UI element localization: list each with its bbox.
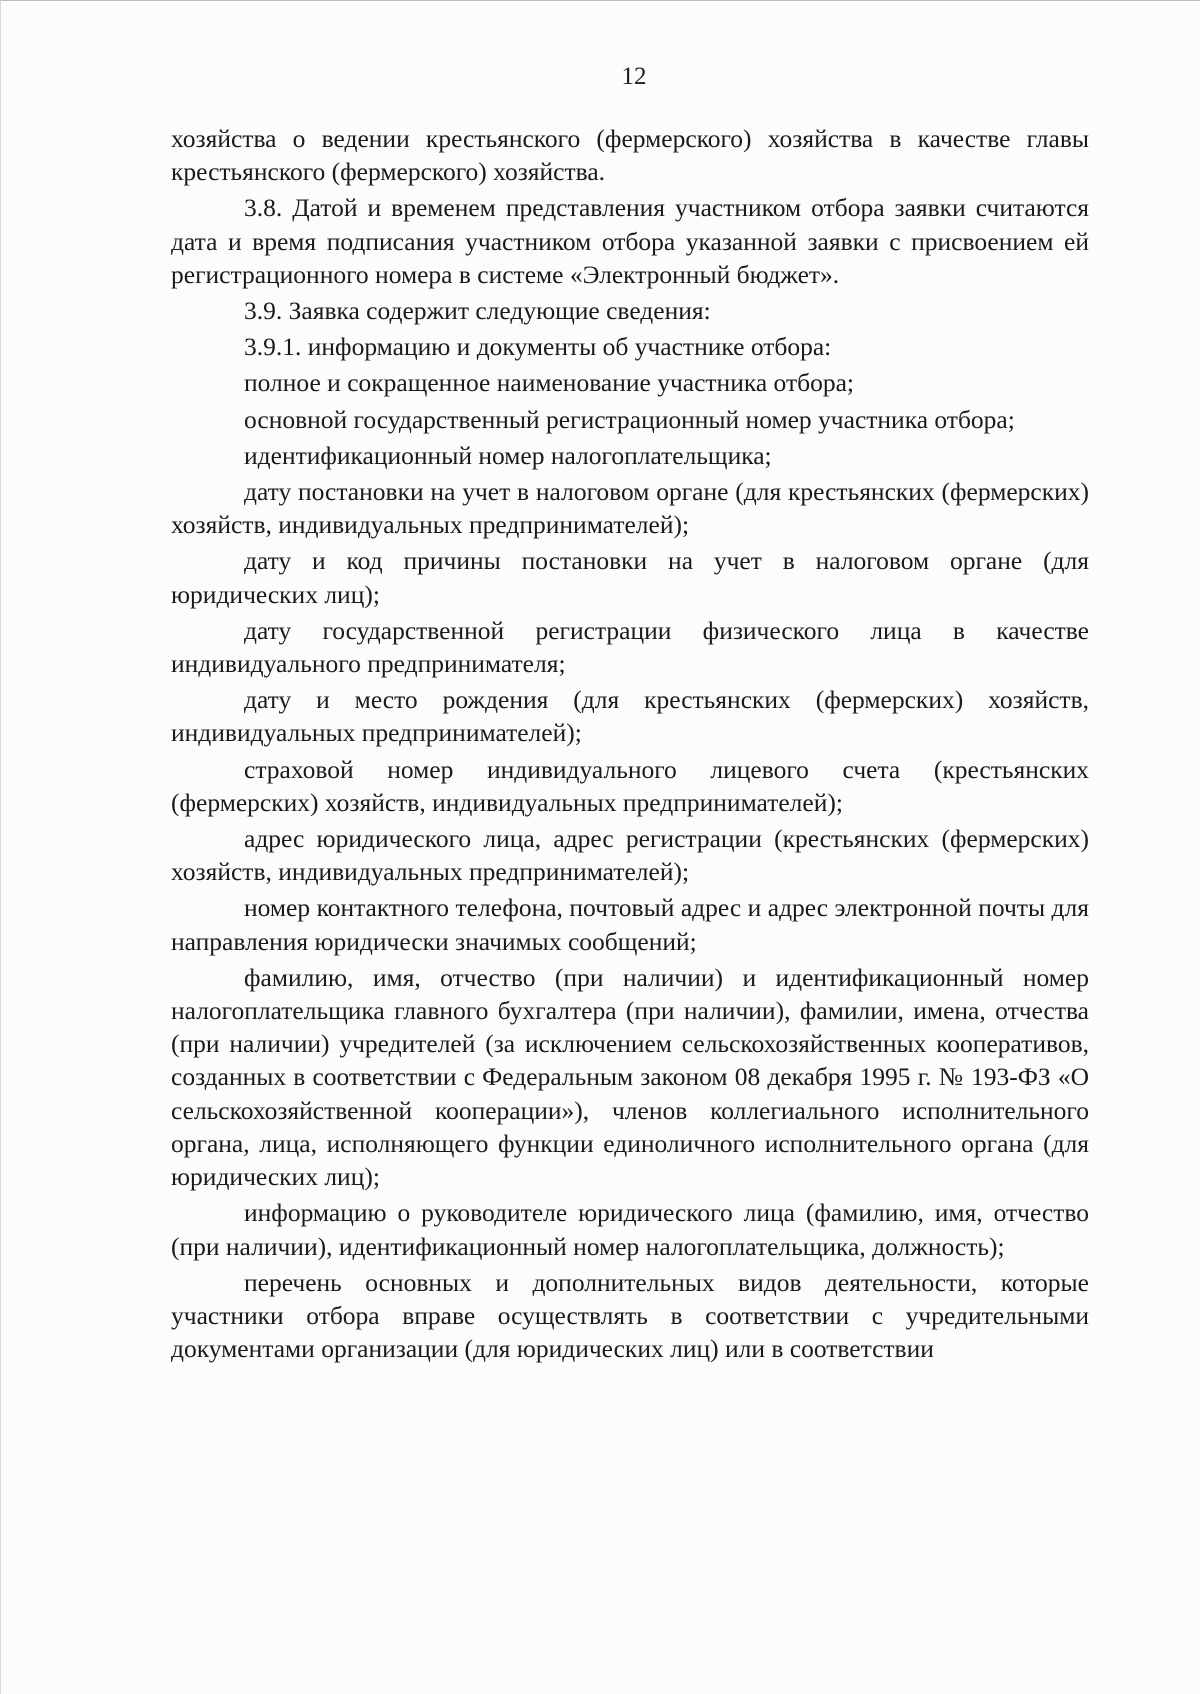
paragraph-3-9-1: 3.9.1. информацию и документы об участнике отбора: bbox=[244, 332, 832, 362]
list-item-address: адрес юридического лица, адрес регистрации (крестьянских (фермерских) хозяйств, индивидуальных предпринимателей); bbox=[171, 824, 1089, 887]
list-item-kpp: дату и код причины постановки на учет в налоговом органе (для юридических лиц); bbox=[171, 546, 1089, 609]
list-item-contacts: номер контактного телефона, почтовый адрес и адрес электронной почты для направления юридически значимых сообщений; bbox=[171, 893, 1089, 956]
list-item-inn: идентификационный номер налогоплательщика; bbox=[244, 440, 772, 470]
page-number: 12 bbox=[621, 63, 647, 90]
paragraph-3-8: 3.8. Датой и временем представления участником отбора заявки считаются дата и время подписания участником отбора указанной заявки с присвоением ей регистрационного номера в системе «Электронный бюджет». bbox=[171, 193, 1089, 289]
list-item-name: полное и сокращенное наименование участника отбора; bbox=[244, 368, 854, 398]
list-item-ip-registration: дату государственной регистрации физического лица в качестве индивидуального предпринимателя; bbox=[171, 615, 1089, 679]
list-item-persons: фамилию, имя, отчество (при наличии) и идентификационный номер налогоплательщика главного бухгалтера (при наличии), фамилии, имена, отчества (при наличии) учредителей (за исключением сельскохозяйственных кооперативов, созданных в соответствии с Федеральным законом 08 декабря 1995 г. № 193-ФЗ «О сельскохозяйственной кооперации»), членов коллегиального исполнительного органа, лица, исполняющего функции единоличного исполнительного органа (для юридических лиц); bbox=[171, 962, 1089, 1192]
list-item-ogrn: основной государственный регистрационный номер участника отбора; bbox=[244, 404, 1015, 434]
paragraph-continuation: хозяйства о ведении крестьянского (фермерского) хозяйства в качестве главы крестьянского (фермерского) хозяйства. bbox=[171, 124, 1089, 187]
paragraph-3-9: 3.9. Заявка содержит следующие сведения: bbox=[244, 296, 711, 326]
list-item-tax-registration-date: дату постановки на учет в налоговом органе (для крестьянских (фермерских) хозяйств, индивидуальных предпринимателей); bbox=[171, 477, 1089, 540]
list-item-director: информацию о руководителе юридического лица (фамилию, имя, отчество (при наличии), идентификационный номер налогоплательщика, должность); bbox=[171, 1198, 1089, 1261]
list-item-snils: страховой номер индивидуального лицевого счета (крестьянских (фермерских) хозяйств, индивидуальных предпринимателей); bbox=[171, 754, 1089, 817]
list-item-birth: дату и место рождения (для крестьянских (фермерских) хозяйств, индивидуальных предпринимателей); bbox=[171, 685, 1089, 748]
document-body bbox=[171, 122, 1089, 1365]
list-item-activities: перечень основных и дополнительных видов деятельности, которые участники отбора вправе осуществлять в соответствии с учредительными документами организации (для юридических лиц) или в соответствии bbox=[171, 1267, 1089, 1364]
